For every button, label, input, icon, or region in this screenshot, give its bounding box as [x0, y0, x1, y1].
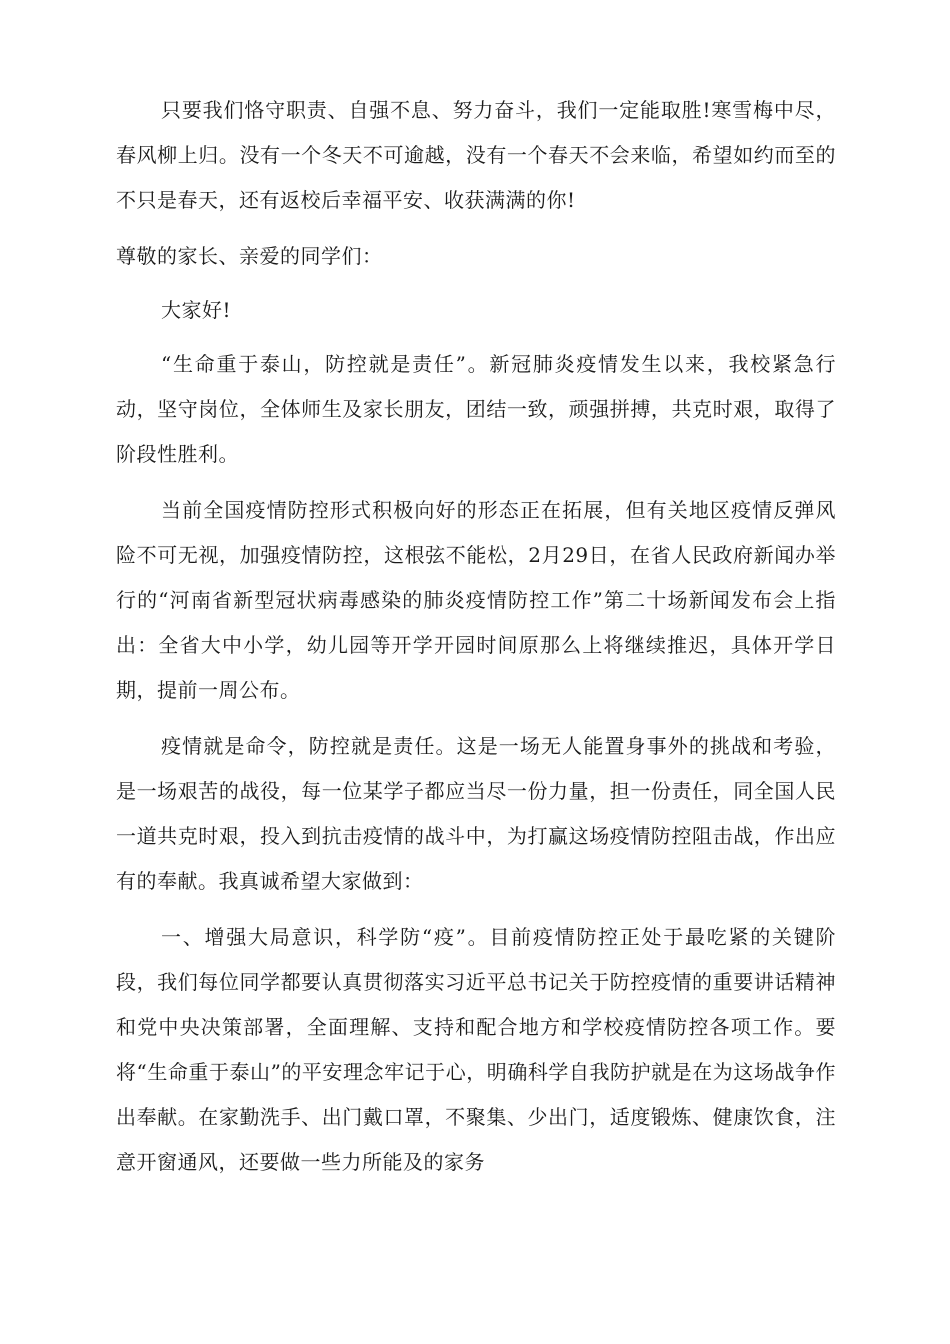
paragraph-closing-encouragement: 只要我们恪守职责、自强不息、努力奋斗，我们一定能取胜!寒雪梅中尽，春风柳上归。没有一个冬天不可逾越，没有一个春天不会来临，希望如约而至的不只是春天，还有返校后幸福平安、收获满满的你! [116, 98, 836, 212]
paragraph-life-responsibility: “生命重于泰山，防控就是责任”。新冠肺炎疫情发生以来，我校紧急行动，坚守岗位，全体师生及家长朋友，团结一致，顽强拼搏，共克时艰，取得了阶段性胜利。 [116, 352, 836, 466]
salutation: 尊敬的家长、亲爱的同学们： [116, 244, 383, 268]
paragraph-epidemic-command: 疫情就是命令，防控就是责任。这是一场无人能置身事外的挑战和考验，是一场艰苦的战役，每一位某学子都应当尽一份力量，担一份责任，同全国人民一道共克时艰，投入到抗击疫情的战斗中，为打赢这场疫情防控阻击战，作出应有的奉献。我真诚希望大家做到： [116, 734, 836, 893]
paragraph-point-one: 一、增强大局意识，科学防“疫”。目前疫情防控正处于最吃紧的关键阶段，我们每位同学都要认真贯彻落实习近平总书记关于防控疫情的重要讲话精神和党中央决策部署，全面理解、支持和配合地方和学校疫情防控各项工作。要将“生命重于泰山”的平安理念牢记于心，明确科学自我防护就是在为这场战争作出奉献。在家勤洗手、出门戴口罩，不聚集、少出门，适度锻炼、健康饮食，注意开窗通风，还要做一些力所能及的家务 [116, 925, 836, 1174]
greeting: 大家好! [161, 298, 232, 322]
paragraph-current-situation: 当前全国疫情防控形式积极向好的形态正在拓展，但有关地区疫情反弹风险不可无视，加强疫情防控，这根弦不能松，2月29日，在省人民政府新闻办举行的“河南省新型冠状病毒感染的肺炎疫情防控工作”第二十场新闻发布会上指出：全省大中小学，幼儿园等开学开园时间原那么上将继续推迟，具体开学日期，提前一周公布。 [116, 498, 836, 702]
document-page [116, 88, 836, 1196]
